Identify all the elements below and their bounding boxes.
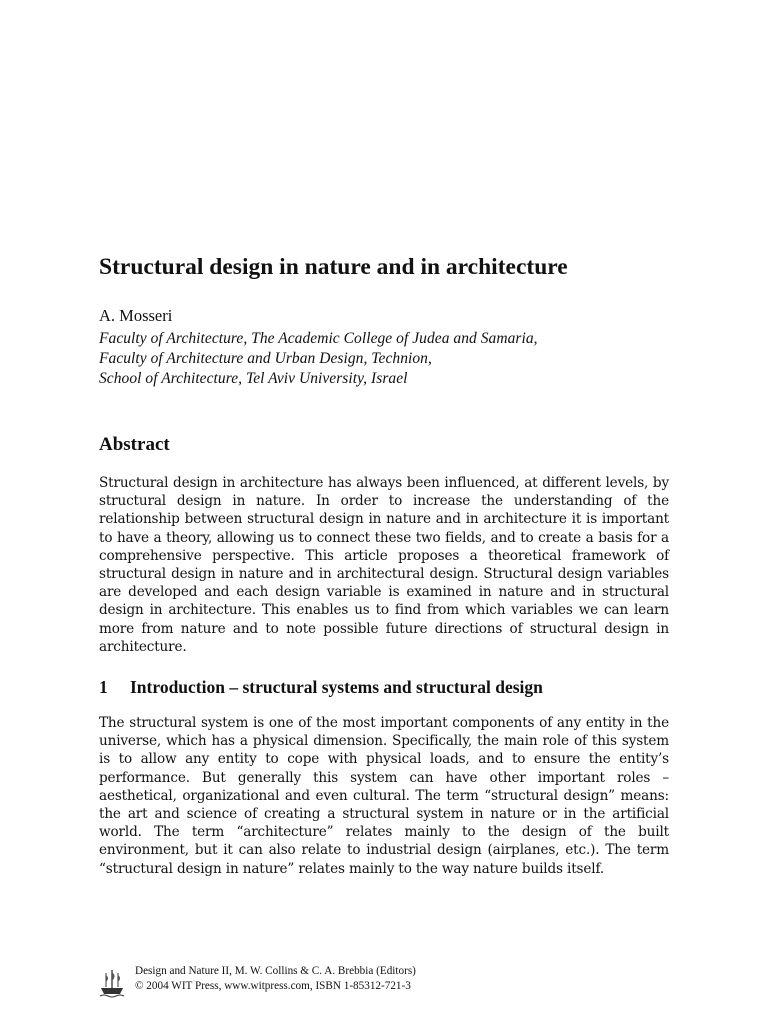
footer-citation [135,964,416,994]
affiliation-line: Faculty of Architecture and Urban Design, Technion, [99,350,432,367]
abstract-heading: Abstract [99,434,170,455]
affiliation-line: Faculty of Architecture, The Academic College of Judea and Samaria, [99,330,538,347]
footer-line-source: Design and Nature II, M. W. Collins & C. A. Brebbia (Editors) [135,965,416,977]
author-name: A. Mosseri [99,306,173,325]
section-number: 1 [99,677,108,697]
section-heading [99,675,543,699]
page-footer [99,964,519,1000]
abstract-text: Structural design in architecture has always been influenced, at different levels, by structural design in nature. In order to increase the understanding of the relationship between structural design in nature and in architecture it is important to have a theory, allowing us to connect these two fields, and to create a basis for a comprehensive perspective. This article proposes a theoretical framework of structural design in nature and in architectural design. Structural design variables are developed and each design variable is examined in nature and in structural design in architecture. This enables us to find from which variables we can learn more from nature and to note possible future directions of structural design in architecture. [99,475,669,655]
ship-logo-icon [99,968,125,998]
section-title: Introduction – structural systems and structural design [130,677,543,697]
affiliation-line: School of Architecture, Tel Aviv University, Israel [99,370,408,387]
author-affiliations [99,329,679,389]
paper-title: Structural design in nature and in architecture [99,254,568,280]
footer-line-copyright: © 2004 WIT Press, www.witpress.com, ISBN 1-85312-721-3 [135,980,411,992]
introduction-text: The structural system is one of the most important components of any entity in the universe, which has a physical dimension. Specifically, the main role of this system is to allow any entity to cope with physical loads, and to ensure the entity’s performance. But generally this system can have other important roles – aesthetical, organizational and even cultural. The term “structural design” means: the art and science of creating a structural system in nature or in the artificial world. The term “architecture” relates mainly to the design of the built environment, but it can also relate to industrial design (airplanes, etc.). The term “structural design in nature” relates mainly to the way nature builds itself. [99,715,669,877]
